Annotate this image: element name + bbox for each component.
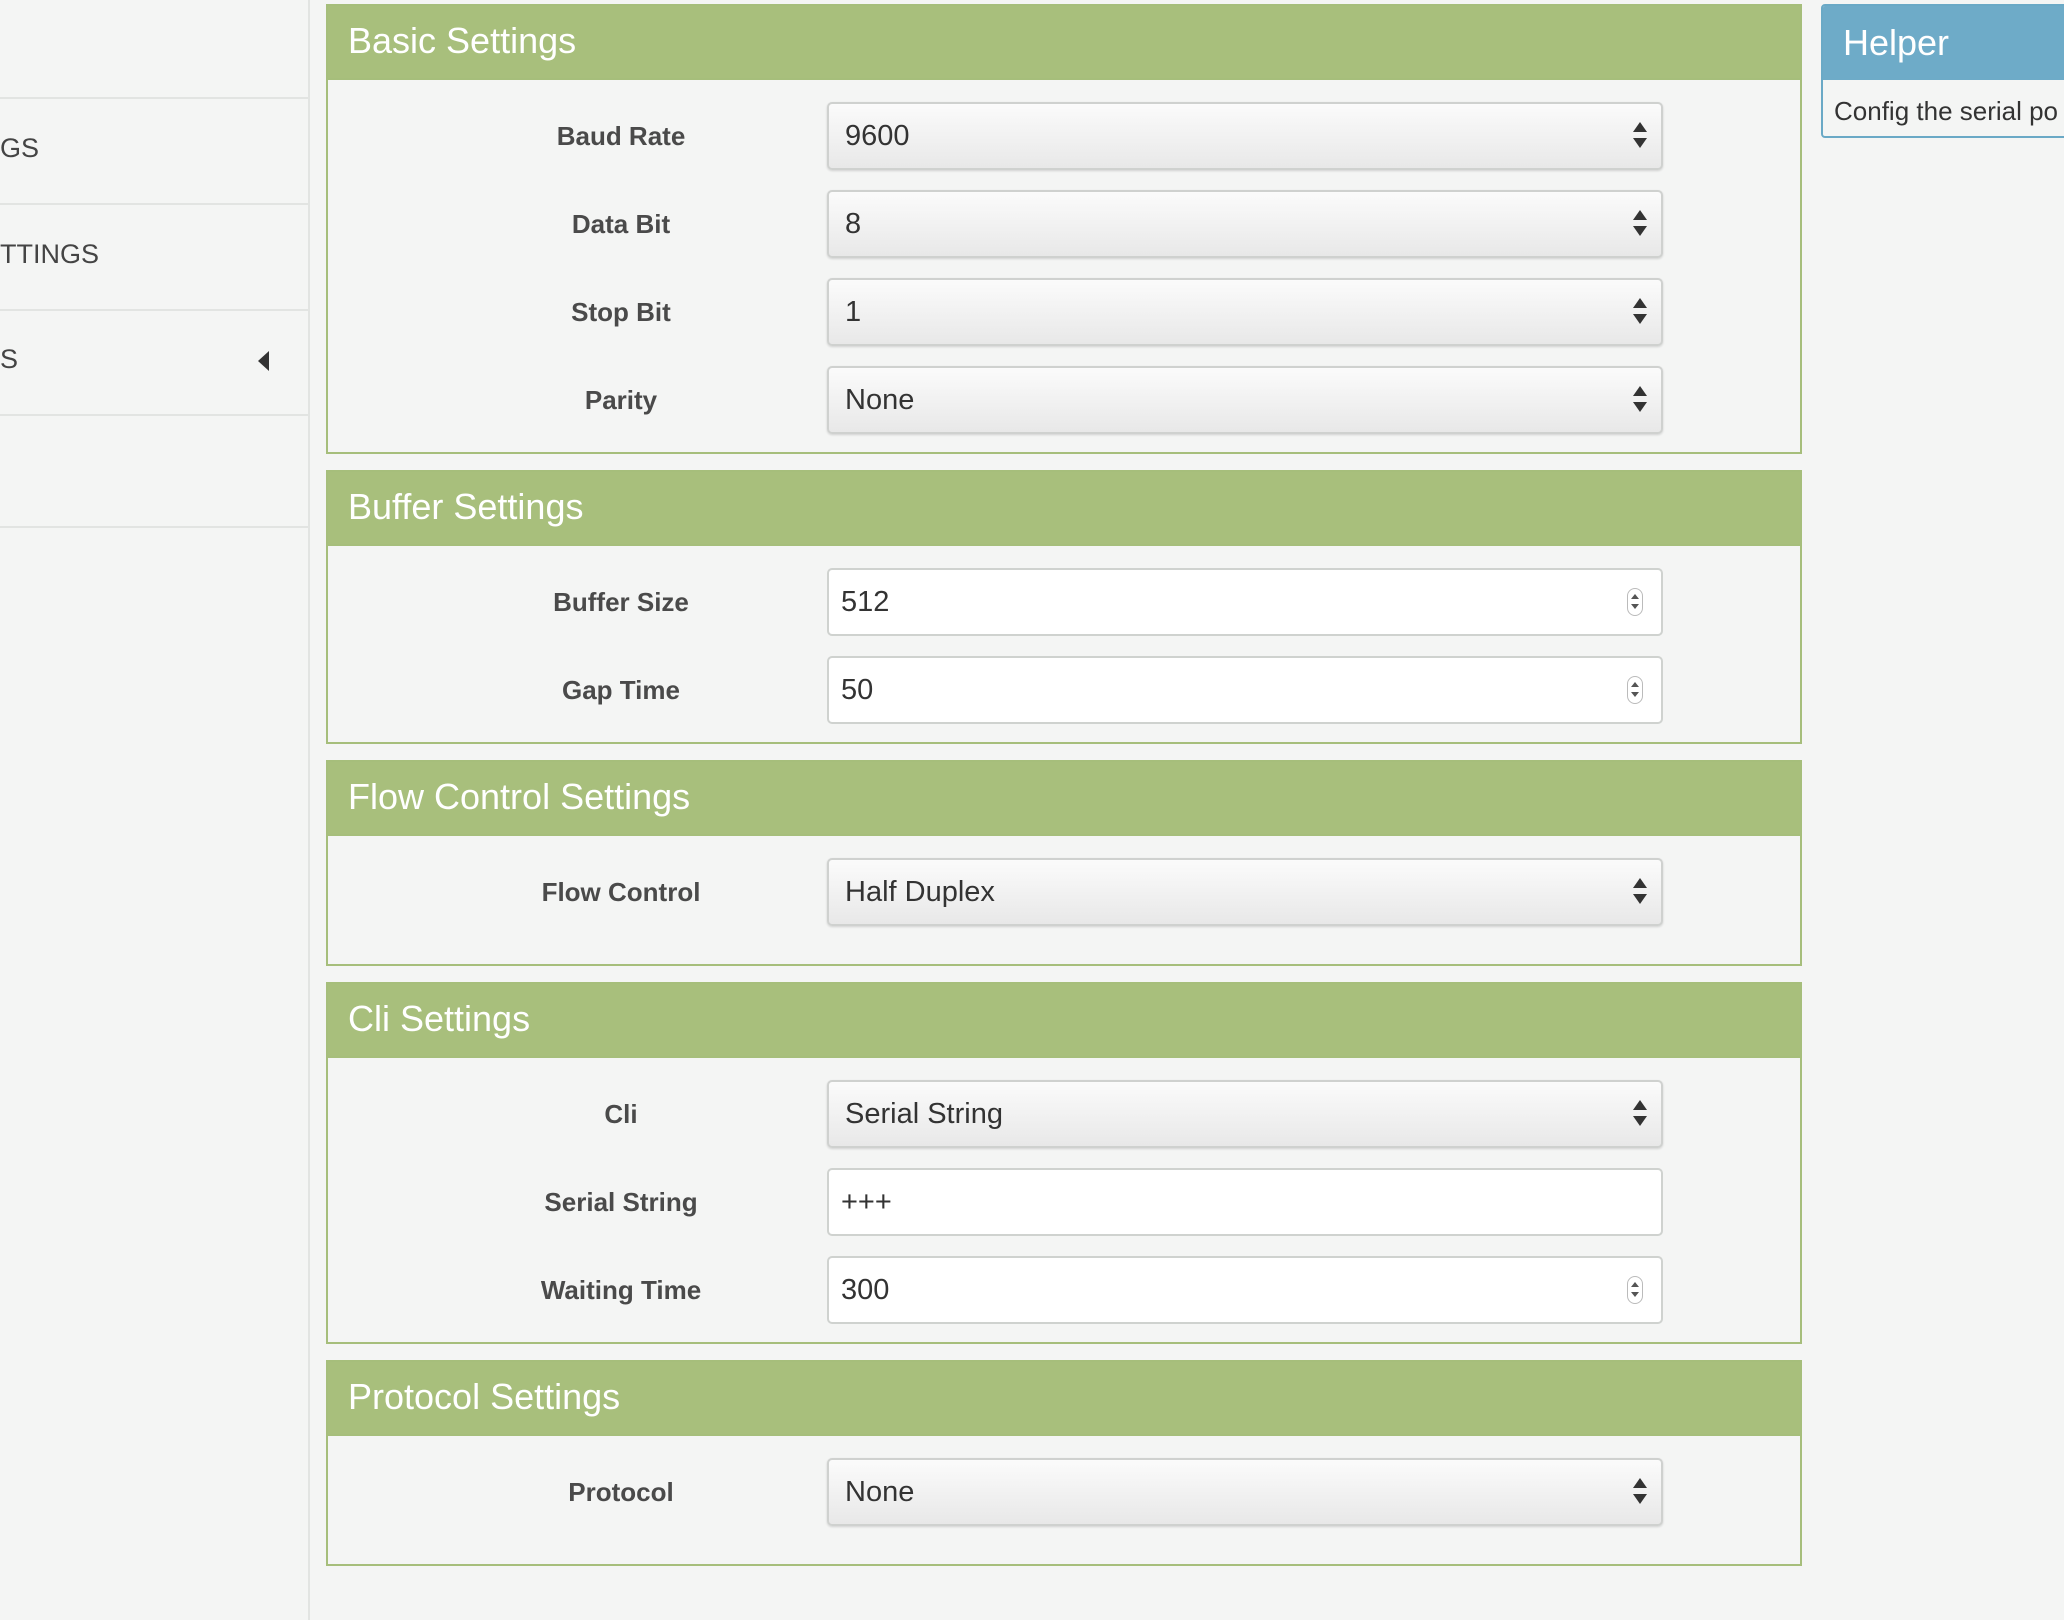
panel-title: Cli Settings bbox=[348, 998, 531, 1039]
caret-left-icon bbox=[258, 351, 269, 371]
data-bit-row bbox=[328, 190, 1800, 258]
serial-string-value: +++ bbox=[841, 1186, 892, 1218]
select-arrows-icon bbox=[1633, 1478, 1647, 1508]
waiting-time-label: Waiting Time bbox=[540, 1275, 702, 1305]
buffer-settings-panel bbox=[326, 470, 1802, 744]
cli-label: Cli bbox=[604, 1099, 638, 1129]
panel-header bbox=[328, 472, 1800, 546]
sidebar-item-label: TTINGS bbox=[0, 239, 99, 269]
baud-rate-select[interactable] bbox=[827, 102, 1663, 170]
sidebar bbox=[0, 0, 310, 1620]
sidebar-item-1[interactable] bbox=[0, 99, 308, 205]
protocol-value: None bbox=[845, 1476, 915, 1508]
spinner-icon[interactable] bbox=[1627, 676, 1643, 704]
protocol-settings-panel bbox=[326, 1360, 1802, 1566]
baud-rate-row bbox=[328, 102, 1800, 170]
parity-select[interactable] bbox=[827, 366, 1663, 434]
panel-title: Buffer Settings bbox=[348, 486, 584, 527]
cli-settings-panel bbox=[326, 982, 1802, 1344]
spinner-icon[interactable] bbox=[1627, 588, 1643, 616]
helper-panel bbox=[1821, 4, 2064, 138]
flow-control-row bbox=[328, 858, 1800, 926]
panel-header bbox=[328, 984, 1800, 1058]
protocol-label: Protocol bbox=[568, 1477, 674, 1507]
serial-string-row bbox=[328, 1168, 1800, 1236]
gap-time-row bbox=[328, 656, 1800, 724]
helper-text: Config the serial po bbox=[1834, 96, 2059, 126]
parity-value: None bbox=[845, 384, 915, 416]
spinner-icon[interactable] bbox=[1627, 1276, 1643, 1304]
stop-bit-select[interactable] bbox=[827, 278, 1663, 346]
sidebar-item-label: S bbox=[0, 344, 19, 374]
panel-header bbox=[328, 6, 1800, 80]
sidebar-spacer-row bbox=[0, 416, 308, 528]
serial-string-label: Serial String bbox=[544, 1187, 698, 1217]
select-arrows-icon bbox=[1633, 298, 1647, 328]
panel-header bbox=[328, 1362, 1800, 1436]
buffer-size-value: 512 bbox=[841, 586, 890, 618]
sidebar-item-label: GS bbox=[0, 133, 40, 163]
serial-string-input[interactable] bbox=[827, 1168, 1663, 1236]
sidebar-item-2[interactable] bbox=[0, 205, 308, 311]
baud-rate-label: Baud Rate bbox=[556, 121, 686, 151]
helper-title: Helper bbox=[1843, 22, 1950, 63]
baud-rate-value: 9600 bbox=[845, 120, 910, 152]
data-bit-label: Data Bit bbox=[571, 209, 671, 239]
select-arrows-icon bbox=[1633, 386, 1647, 416]
cli-row bbox=[328, 1080, 1800, 1148]
select-arrows-icon bbox=[1633, 210, 1647, 240]
panel-title: Basic Settings bbox=[348, 20, 577, 61]
stop-bit-label: Stop Bit bbox=[571, 297, 671, 327]
buffer-size-row bbox=[328, 568, 1800, 636]
buffer-size-input[interactable] bbox=[827, 568, 1663, 636]
select-arrows-icon bbox=[1633, 1100, 1647, 1130]
data-bit-select[interactable] bbox=[827, 190, 1663, 258]
helper-header bbox=[1823, 6, 2064, 80]
cli-value: Serial String bbox=[845, 1098, 1003, 1130]
waiting-time-input[interactable] bbox=[827, 1256, 1663, 1324]
sidebar-top-row bbox=[0, 0, 308, 99]
protocol-row bbox=[328, 1458, 1800, 1526]
flow-control-settings-panel bbox=[326, 760, 1802, 966]
panel-header bbox=[328, 762, 1800, 836]
sidebar-item-3[interactable] bbox=[0, 311, 308, 416]
panel-title: Protocol Settings bbox=[348, 1376, 621, 1417]
select-arrows-icon bbox=[1633, 122, 1647, 152]
waiting-time-row bbox=[328, 1256, 1800, 1324]
basic-settings-panel bbox=[326, 4, 1802, 454]
panel-title: Flow Control Settings bbox=[348, 776, 691, 817]
gap-time-label: Gap Time bbox=[561, 675, 680, 705]
flow-control-label: Flow Control bbox=[541, 877, 701, 907]
parity-row bbox=[328, 366, 1800, 434]
select-arrows-icon bbox=[1633, 878, 1647, 908]
buffer-size-label: Buffer Size bbox=[553, 587, 689, 617]
cli-select[interactable] bbox=[827, 1080, 1663, 1148]
parity-label: Parity bbox=[584, 385, 658, 415]
flow-control-value: Half Duplex bbox=[845, 876, 995, 908]
stop-bit-row bbox=[328, 278, 1800, 346]
protocol-select[interactable] bbox=[827, 1458, 1663, 1526]
data-bit-value: 8 bbox=[845, 208, 862, 240]
stop-bit-value: 1 bbox=[845, 296, 862, 328]
waiting-time-value: 300 bbox=[841, 1274, 890, 1306]
gap-time-input[interactable] bbox=[827, 656, 1663, 724]
flow-control-select[interactable] bbox=[827, 858, 1663, 926]
gap-time-value: 50 bbox=[841, 674, 874, 706]
